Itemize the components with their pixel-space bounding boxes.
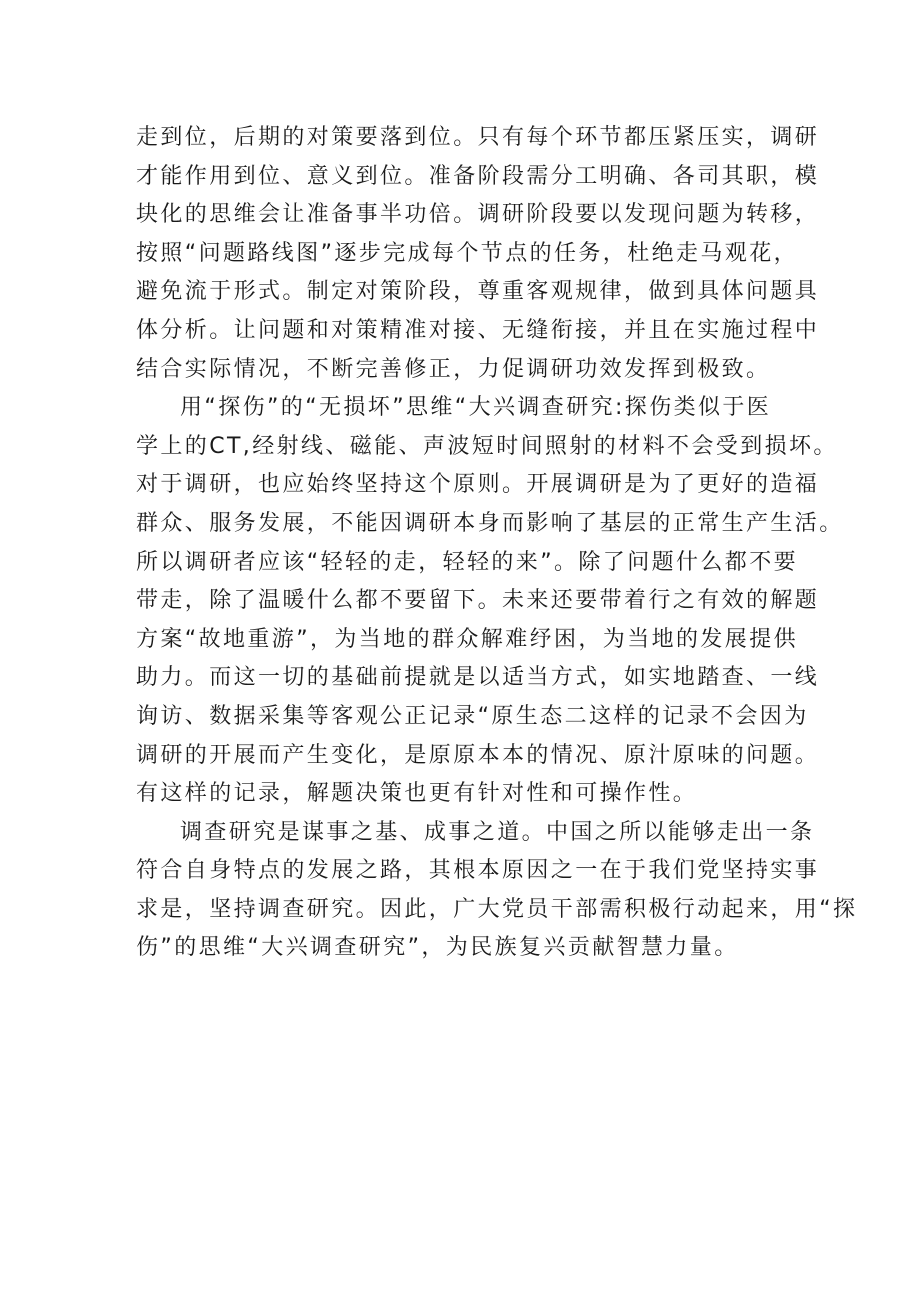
paragraph-2-line-2: 学上的CT,经射线、磁能、声波短时间照射的材料不会受到损坏。 xyxy=(136,433,838,459)
paragraph-1-line-5: 避免流于形式。制定对策阶段，尊重客观规律，做到具体问题具 xyxy=(136,279,820,305)
paragraph-2-line-4: 群众、服务发展，不能因调研本身而影响了基层的正常生产生活。 xyxy=(136,510,844,536)
paragraph-2-line-1: 用“探伤”的“无损坏”思维“大兴调查研究:探伤类似于医 xyxy=(180,395,772,421)
paragraph-3-line-1: 调查研究是谋事之基、成事之道。中国之所以能够走出一条 xyxy=(180,819,815,845)
paragraph-3-line-4: 伤”的思维“大兴调查研究”，为民族复兴贡献智慧力量。 xyxy=(136,935,739,961)
paragraph-1-line-4: 按照“问题路线图”逐步完成每个节点的任务，杜绝走马观花， xyxy=(136,240,798,266)
paragraph-1-line-2: 才能作用到位、意义到位。准备阶段需分工明确、各司其职，模 xyxy=(136,163,820,189)
paragraph-1-line-1: 走到位，后期的对策要落到位。只有每个环节都压紧压实，调研 xyxy=(136,125,820,150)
paragraph-1-line-6: 体分析。让问题和对策精准对接、无缝衔接，并且在实施过程中 xyxy=(136,317,820,343)
paragraph-3-line-3: 求是，坚持调查研究。因此，广大党员干部需积极行动起来，用“探 xyxy=(136,896,858,922)
paragraph-2-line-9: 询访、数据采集等客观公正记录“原生态二这样的记录不会因为 xyxy=(136,703,809,729)
paragraph-1-line-3: 块化的思维会让准备事半功倍。调研阶段要以发现问题为转移， xyxy=(136,202,820,228)
paragraph-2-line-7: 方案“故地重游”，为当地的群众解难纾困，为当地的发展提供 xyxy=(136,626,798,652)
paragraph-2-line-11: 有这样的记录，解题决策也更有针对性和可操作性。 xyxy=(136,781,698,807)
paragraph-2-line-6: 带走，除了温暖什么都不要留下。未来还要带着行之有效的解题 xyxy=(136,588,820,614)
paragraph-2-line-8: 助力。而这一切的基础前提就是以适当方式，如实地踏查、一线 xyxy=(136,665,820,691)
paragraph-1-line-7: 结合实际情况，不断完善修正，力促调研功效发挥到极致。 xyxy=(136,356,771,382)
paragraph-2-line-3: 对于调研，也应始终坚持这个原则。开展调研是为了更好的造福 xyxy=(136,472,820,498)
paragraph-2-line-10: 调研的开展而产生变化，是原原本本的情况、原汁原味的问题。 xyxy=(136,742,820,768)
document-body xyxy=(136,119,858,968)
paragraph-3-line-2: 符合自身特点的发展之路，其根本原因之一在于我们党坚持实事 xyxy=(136,858,820,884)
paragraph-2-line-5: 所以调研者应该“轻轻的走，轻轻的来”。除了问题什么都不要 xyxy=(136,549,798,575)
